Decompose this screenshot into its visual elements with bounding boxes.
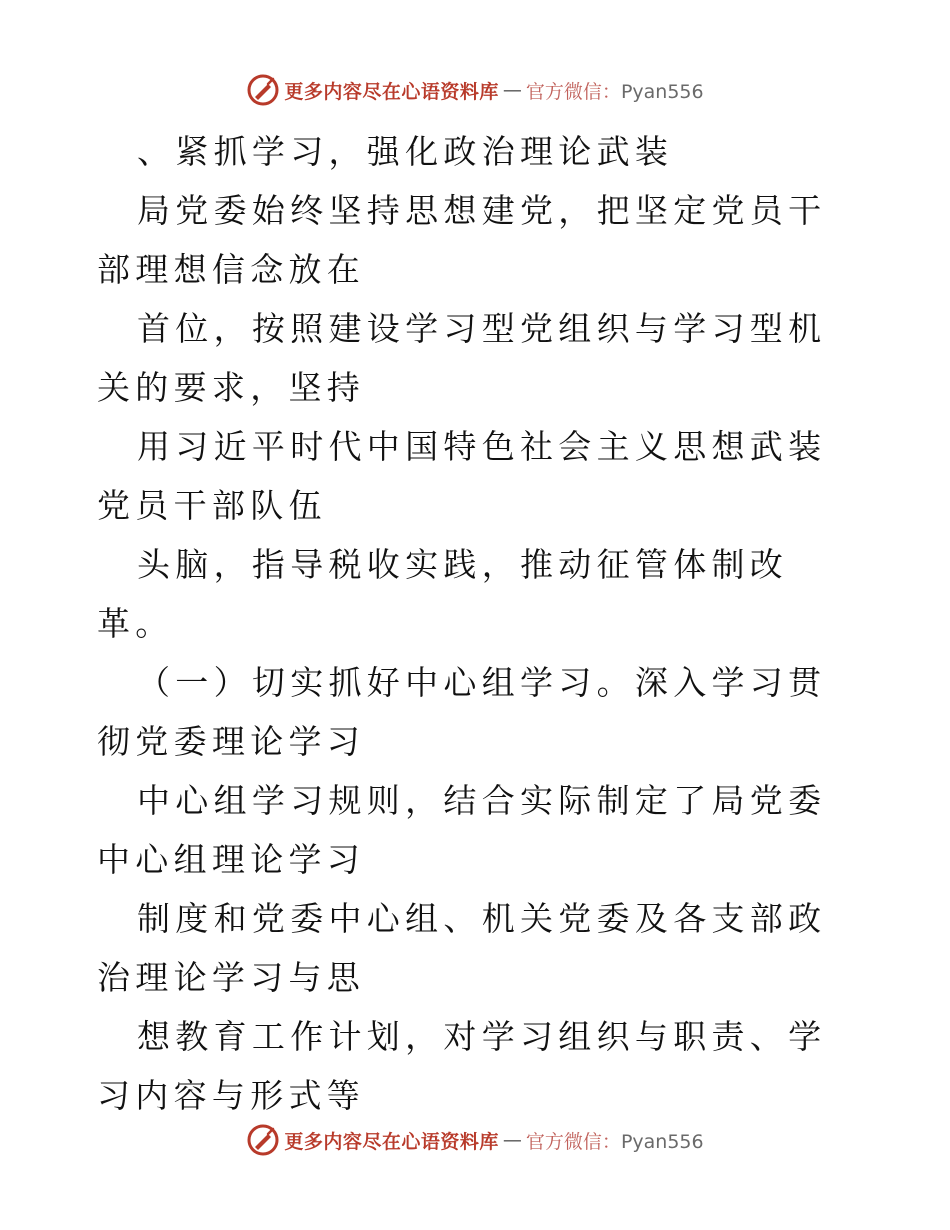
- watermark-separator: —: [502, 79, 522, 101]
- pen-logo-icon: [246, 1123, 280, 1157]
- pen-logo-icon: [246, 73, 280, 107]
- paragraph: 中心组学习规则，结合实际制定了局党委中心组理论学习: [97, 781, 827, 879]
- paragraph: 头脑，指导税收实践，推动征管体制改革。: [97, 545, 789, 643]
- watermark-contact-value: Pyan556: [620, 80, 704, 103]
- paragraph: 、紧抓学习，强化政治理论武装: [137, 132, 674, 171]
- watermark-content: [246, 73, 703, 107]
- watermark-contact: [526, 77, 704, 104]
- watermark-brand-text: 更多内容尽在心语资料库: [284, 1130, 499, 1153]
- watermark-separator: —: [502, 1129, 522, 1151]
- watermark-brand-text: 更多内容尽在心语资料库: [284, 80, 499, 103]
- paragraph: 用习近平时代中国特色社会主义思想武装党员干部队伍: [97, 427, 827, 525]
- paragraph: 首位，按照建设学习型党组织与学习型机关的要求，坚持: [97, 309, 827, 407]
- header-watermark-banner: [0, 70, 950, 110]
- watermark-contact-label: 官方微信：: [525, 80, 621, 103]
- paragraph: 局党委始终坚持思想建党，把坚定党员干部理想信念放在: [97, 191, 827, 289]
- document-body: [97, 122, 857, 1125]
- paragraph: （一）切实抓好中心组学习。深入学习贯彻党委理论学习: [97, 663, 827, 761]
- watermark-contact-label: 官方微信：: [525, 1130, 621, 1153]
- paragraph: 制度和党委中心组、机关党委及各支部政治理论学习与思: [97, 899, 827, 997]
- footer-watermark-banner: [0, 1120, 950, 1160]
- watermark-contact-value: Pyan556: [620, 1130, 704, 1153]
- watermark-contact: [526, 1127, 704, 1154]
- paragraph: 想教育工作计划，对学习组织与职责、学习内容与形式等: [97, 1017, 827, 1115]
- watermark-content: [246, 1123, 703, 1157]
